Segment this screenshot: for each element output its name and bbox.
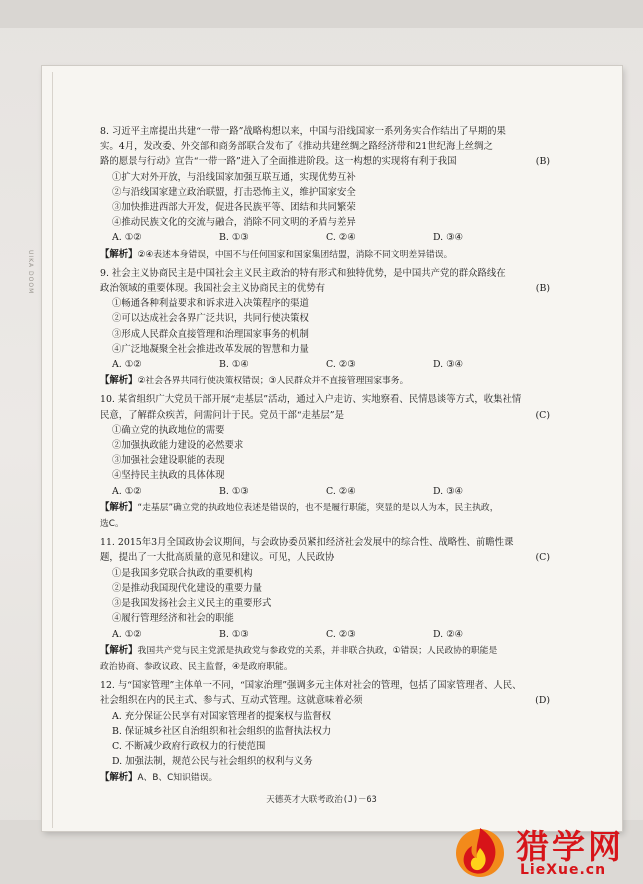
question-block <box>100 678 550 786</box>
flame-circle-icon <box>450 820 514 882</box>
statement-option: ③加强社会建设职能的表现 <box>112 455 225 467</box>
analysis-line <box>100 373 550 389</box>
analysis-text: ②④表述本身错误，中国不与任何国家和国家集团结盟，消除不同文明差异错误。 <box>137 249 453 260</box>
stem-text: 实。4月，发改委、外交部和商务部联合发布了《推动共建丝绸之路经济带和21世纪海上丝绸之 <box>100 141 493 153</box>
question-stem-line <box>100 124 550 139</box>
statement-option: ③加快推进西部大开发，促进各民族平等、团结和共同繁荣 <box>112 202 356 214</box>
answer-choice: A. ①② <box>112 628 142 640</box>
answer-choice: C. ②③ <box>326 359 356 371</box>
question-block <box>100 266 550 390</box>
question-block <box>100 535 550 675</box>
logo-title: 猎学网 <box>516 827 624 866</box>
statement-option: ①畅通各种利益要求和诉求进入决策程序的渠道 <box>112 298 309 310</box>
statement-option: ②是推动我国现代化建设的重要力量 <box>112 582 263 594</box>
stem-text: 社会组织在内的民主式、参与式、互动式管理。这就意味着必须 <box>100 695 363 707</box>
question-stem-line <box>100 693 550 708</box>
analysis <box>100 500 550 532</box>
answer-choice: C. ②③ <box>326 628 356 640</box>
stem-text: 题，提出了一大批高质量的意见和建议。可见，人民政协 <box>100 552 335 564</box>
stem-text: 9. 社会主义协商民主是中国社会主义民主政治的特有形式和独特优势，是中国共产党的群众路线在 <box>100 267 506 279</box>
answer-choice: A. ①② <box>112 359 142 371</box>
binder-edge-text: UIKA DOOM <box>27 250 34 295</box>
question-stem <box>100 392 550 422</box>
analysis-text: 选C。 <box>100 519 124 530</box>
analysis-text: A、B、C知识错误。 <box>137 773 218 784</box>
analysis <box>100 247 550 263</box>
analysis <box>100 643 550 675</box>
analysis <box>100 770 550 786</box>
statement-option: ③形成人民群众直接管理和治理国家事务的机制 <box>112 328 309 340</box>
answer-key: (B) <box>535 156 550 168</box>
question-stem-line <box>100 678 550 693</box>
question-stem <box>100 266 550 296</box>
statement-option: ①是我国多党联合执政的重要机构 <box>112 567 253 579</box>
answer-choice: D. ③④ <box>433 359 463 371</box>
question-stem-line <box>100 550 550 565</box>
stem-text: 路的愿景与行动》宣告“一带一路”进入了全面推进阶段。这一构想的实现将有利于我国 <box>100 156 457 168</box>
analysis-label: 【解析】 <box>100 772 138 784</box>
answer-choice: A. ①② <box>112 485 142 497</box>
answer-choice: C. ②④ <box>326 232 356 244</box>
analysis-line <box>100 247 550 263</box>
analysis <box>100 373 550 389</box>
statement-option: ④坚持民主执政的具体体现 <box>112 470 225 482</box>
stem-text: 民意，了解群众疾苦，问需问计于民。党员干部“走基层”是 <box>100 409 344 421</box>
site-logo[interactable] <box>450 820 640 882</box>
stem-text: 12. 与“国家管理”主体单一不同，“国家治理”强调多元主体对社会的管理，包括了国家管理者、人民、 <box>100 680 522 692</box>
question-stem-line <box>100 154 550 169</box>
question-block <box>100 392 550 532</box>
statement-option: ②加强执政能力建设的必然要求 <box>112 440 244 452</box>
analysis-label: 【解析】 <box>100 644 138 656</box>
answer-choices <box>100 230 550 245</box>
answer-choice: B. ①③ <box>219 628 249 640</box>
question-stem <box>100 678 550 708</box>
stem-text: 8. 习近平主席提出共建“一带一路”战略构想以来，中国与沿线国家一系列务实合作结出了早期的果 <box>100 126 506 137</box>
question-list <box>100 124 550 790</box>
analysis-line <box>100 500 550 516</box>
statement-option: ③是我国发扬社会主义民主的重要形式 <box>112 598 272 610</box>
statement-option: C. 不断减少政府行政权力的行使范围 <box>112 740 266 752</box>
analysis-text: ②社会各界共同行使决策权错误；③人民群众并不直接管理国家事务。 <box>137 376 409 387</box>
stem-text: 11. 2015年3月全国政协会议期间，与会政协委员紧扣经济社会发展中的综合性、战略性、前瞻性课 <box>100 537 514 549</box>
question-stem-line <box>100 535 550 550</box>
analysis-line <box>100 516 550 532</box>
question-stem-line <box>100 408 550 423</box>
statement-option: ④推动民族文化的交流与融合，消除不同文明的矛盾与差异 <box>112 217 356 229</box>
question-stem-line <box>100 266 550 281</box>
answer-choices <box>100 357 550 372</box>
statement-option: ②可以达成社会各界广泛共识，共同行使决策权 <box>112 313 309 325</box>
statement-option: ②与沿线国家建立政治联盟，打击恐怖主义，维护国家安全 <box>112 186 356 198</box>
answer-choice: D. ③④ <box>433 485 463 497</box>
question-block <box>100 124 550 263</box>
statement-option: ①扩大对外开放，与沿线国家加强互联互通，实现优势互补 <box>112 171 356 183</box>
page-footer: 天德英才大联考政治(J)－63 <box>266 795 377 805</box>
analysis-line <box>100 659 550 675</box>
analysis-text: “走基层”确立党的执政地位表述是错误的，也不是履行职能，突显的是以人为本，民主执政， <box>137 502 499 513</box>
answer-choice: B. ①③ <box>219 485 249 497</box>
answer-key: (C) <box>535 552 550 564</box>
scan-top-band <box>0 0 643 28</box>
analysis-label: 【解析】 <box>100 375 138 387</box>
statement-option: B. 保证城乡社区自治组织和社会组织的监督执法权力 <box>112 725 332 737</box>
answer-choice: A. ①② <box>112 232 142 244</box>
question-stem <box>100 535 550 565</box>
analysis-line <box>100 770 550 786</box>
answer-choice: B. ①④ <box>219 359 249 371</box>
answer-key: (B) <box>535 283 550 295</box>
statement-option: D. 加强法制，规范公民与社会组织的权利与义务 <box>112 756 313 768</box>
statement-option: ④广泛地凝聚全社会推进改革发展的智慧和力量 <box>112 343 309 355</box>
question-stem <box>100 124 550 170</box>
answer-choice: B. ①③ <box>219 232 249 244</box>
question-stem-line <box>100 392 550 407</box>
answer-choice: D. ③④ <box>433 232 463 244</box>
analysis-text: 我国共产党与民主党派是执政党与参政党的关系，并非联合执政，①错误；人民政协的职能是 <box>137 645 498 656</box>
statement-option: ①确立党的执政地位的需要 <box>112 424 225 436</box>
question-stem-line <box>100 139 550 154</box>
answer-key: (C) <box>535 409 550 421</box>
answer-key: (D) <box>535 695 550 707</box>
statement-option: ④履行管理经济和社会的职能 <box>112 613 234 625</box>
stem-text: 政治领域的重要体现。我国社会主义协商民主的优势有 <box>100 283 326 295</box>
analysis-text: 政治协商、参政议政、民主监督，④是政府职能。 <box>100 661 293 672</box>
analysis-label: 【解析】 <box>100 248 138 260</box>
stem-text: 10. 某省组织广大党员干部开展“走基层”活动，通过入户走访、实地察看、民情恳谈等方式，收集社情 <box>100 394 522 406</box>
answer-choice: C. ②④ <box>326 485 356 497</box>
analysis-line <box>100 643 550 659</box>
analysis-label: 【解析】 <box>100 501 138 513</box>
statement-option: A. 充分保证公民享有对国家管理者的提案权与监督权 <box>112 710 331 722</box>
question-stem-line <box>100 281 550 296</box>
answer-choices <box>100 484 550 499</box>
logo-url: LieXue.cn <box>520 862 607 878</box>
answer-choices <box>100 627 550 642</box>
answer-choice: D. ②④ <box>433 628 463 640</box>
